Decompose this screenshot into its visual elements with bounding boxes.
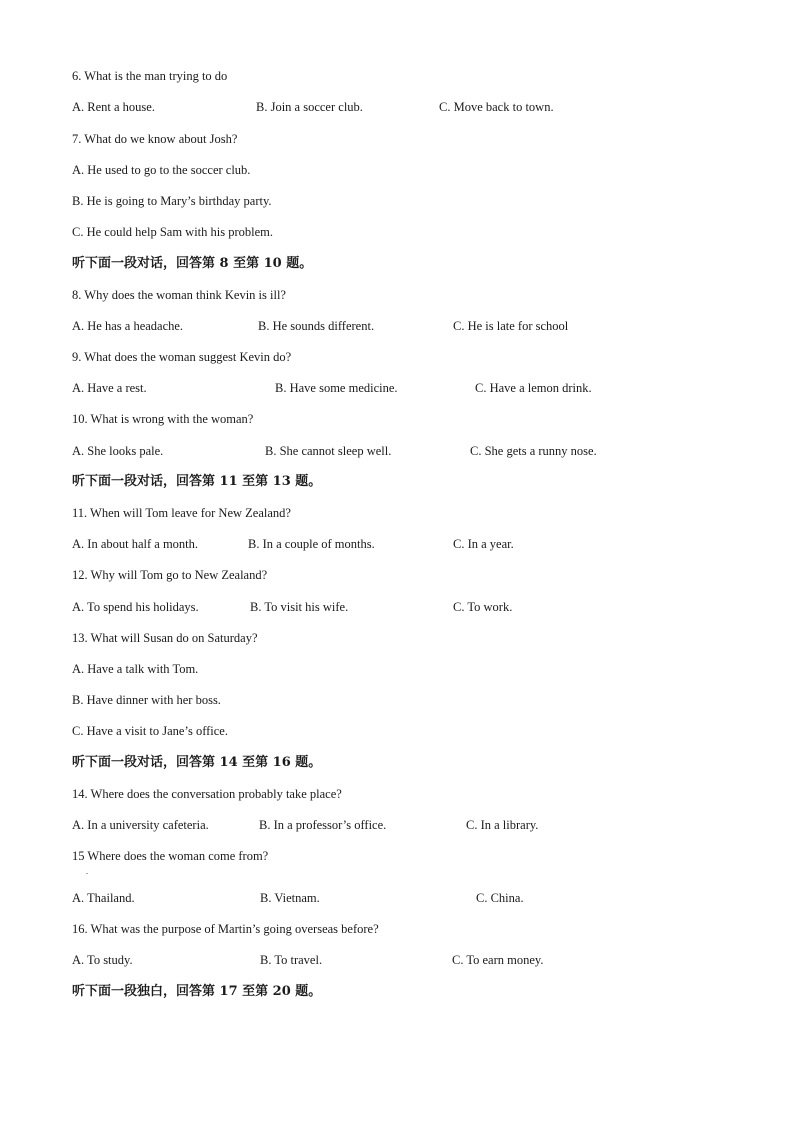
section-heading-8-10: 听下面一段对话，回答第 8 至第 10 题。 xyxy=(72,256,313,271)
question-16: 16. What was the purpose of Martin’s going overseas before? xyxy=(72,922,379,936)
q13-option-a: A. Have a talk with Tom. xyxy=(72,662,199,676)
question-11: 11. When will Tom leave for New Zealand? xyxy=(72,506,291,520)
q13-option-b: B. Have dinner with her boss. xyxy=(72,693,221,707)
question-10: 10. What is wrong with the woman? xyxy=(72,412,254,426)
q14-option-b: B. In a professor’s office. xyxy=(259,818,387,832)
q14-option-a: A. In a university cafeteria. xyxy=(72,818,209,832)
q11-option-c: C. In a year. xyxy=(453,537,514,551)
section-heading-11-13: 听下面一段对话，回答第 11 至第 13 题。 xyxy=(72,474,322,489)
q11-option-a: A. In about half a month. xyxy=(72,537,199,551)
section-heading-14-16: 听下面一段对话，回答第 14 至第 16 题。 xyxy=(72,755,322,770)
question-13: 13. What will Susan do on Saturday? xyxy=(72,631,258,645)
q15-option-c: C. China. xyxy=(476,891,524,905)
question-9: 9. What does the woman suggest Kevin do? xyxy=(72,350,292,364)
q9-option-a: A. Have a rest. xyxy=(72,381,147,395)
question-7: 7. What do we know about Josh? xyxy=(72,132,238,146)
question-8: 8. Why does the woman think Kevin is ill? xyxy=(72,288,286,302)
q16-option-b: B. To travel. xyxy=(260,953,323,967)
q11-option-b: B. In a couple of months. xyxy=(248,537,375,551)
q6-option-b: B. Join a soccer club. xyxy=(256,100,363,114)
q13-option-c: C. Have a visit to Jane’s office. xyxy=(72,724,228,738)
question-14: 14. Where does the conversation probably take place? xyxy=(72,787,342,801)
q15-option-a: A. Thailand. xyxy=(72,891,135,905)
q14-option-c: C. In a library. xyxy=(466,818,539,832)
q15-option-b: B. Vietnam. xyxy=(260,891,320,905)
q7-option-a: A. He used to go to the soccer club. xyxy=(72,163,251,177)
q6-option-c: C. Move back to town. xyxy=(439,100,554,114)
q16-option-a: A. To study. xyxy=(72,953,133,967)
question-15: 15 Where does the woman come from? xyxy=(72,849,269,863)
q9-option-b: B. Have some medicine. xyxy=(275,381,398,395)
q7-option-c: C. He could help Sam with his problem. xyxy=(72,225,274,239)
q12-option-b: B. To visit his wife. xyxy=(250,600,349,614)
q12-option-c: C. To work. xyxy=(453,600,513,614)
q16-option-c: C. To earn money. xyxy=(452,953,544,967)
stray-dot: . xyxy=(86,867,88,876)
q8-option-a: A. He has a headache. xyxy=(72,319,184,333)
question-12: 12. Why will Tom go to New Zealand? xyxy=(72,568,268,582)
q8-option-b: B. He sounds different. xyxy=(258,319,375,333)
q6-option-a: A. Rent a house. xyxy=(72,100,155,114)
q10-option-a: A. She looks pale. xyxy=(72,444,164,458)
q10-option-c: C. She gets a runny nose. xyxy=(470,444,597,458)
q8-option-c: C. He is late for school xyxy=(453,319,569,333)
question-6: 6. What is the man trying to do xyxy=(72,69,228,83)
section-heading-17-20: 听下面一段独白，回答第 17 至第 20 题。 xyxy=(72,984,322,999)
q9-option-c: C. Have a lemon drink. xyxy=(475,381,592,395)
q12-option-a: A. To spend his holidays. xyxy=(72,600,199,614)
q10-option-b: B. She cannot sleep well. xyxy=(265,444,392,458)
q7-option-b: B. He is going to Mary’s birthday party. xyxy=(72,194,272,208)
